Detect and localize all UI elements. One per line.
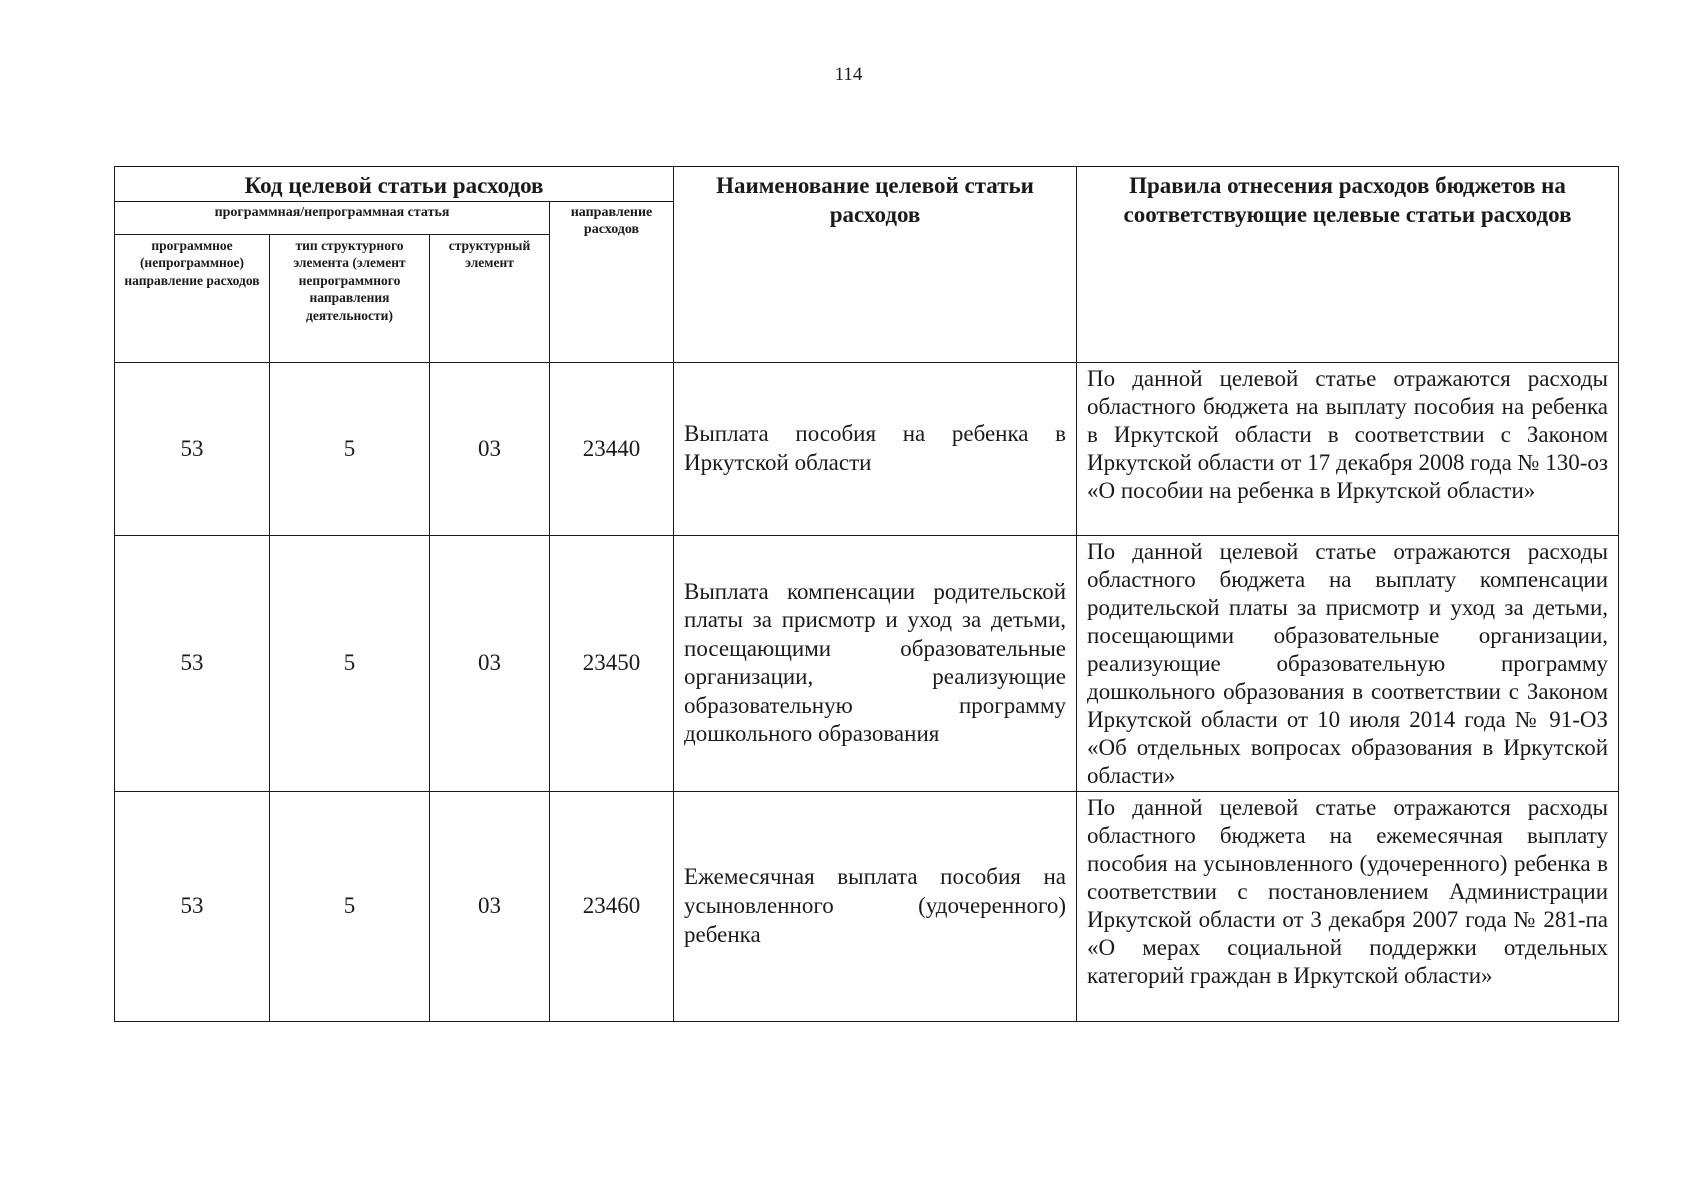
cell-struct: 03	[430, 791, 550, 1021]
cell-program: 53	[115, 362, 270, 535]
table-row	[115, 535, 1619, 791]
cell-type: 5	[270, 362, 430, 535]
header-struct: структурный элемент	[430, 234, 550, 362]
cell-direction: 23450	[550, 535, 674, 791]
page-number: 114	[834, 64, 863, 85]
target-items-table	[114, 166, 1619, 1022]
cell-rule: По данной целевой статье отражаются расходы областного бюджета на ежемесячная выплату пособия на усыновленного (удочеренного) ребенка в соответствии с постановлением Администрации Иркутской области от 3 декабря 2007 года № 281-па «О мерах социальной поддержки отдельных категорий граждан в Иркутской области»	[1077, 791, 1619, 1021]
table-row	[115, 362, 1619, 535]
table-row	[115, 791, 1619, 1021]
header-rules: Правила отнесения расходов бюджетов на соответствующие целевые статьи расходов	[1077, 167, 1619, 363]
header-program: программное (непрограммное) направление расходов	[115, 234, 270, 362]
cell-name: Выплата пособия на ребенка в Иркутской области	[674, 362, 1077, 535]
header-code-group: Код целевой статьи расходов	[115, 167, 674, 202]
header-direction: направление расходов	[550, 201, 674, 362]
header-name: Наименование целевой статьи расходов	[674, 167, 1077, 363]
cell-name: Выплата компенсации родительской платы за присмотр и уход за детьми, посещающими образовательные организации, реализующие образовательную программу дошкольного образования	[674, 535, 1077, 791]
cell-program: 53	[115, 791, 270, 1021]
header-type: тип структурного элемента (элемент непрограммного направления деятельности)	[270, 234, 430, 362]
cell-struct: 03	[430, 535, 550, 791]
header-program-group: программная/непрограммная статья	[115, 201, 550, 234]
cell-program: 53	[115, 535, 270, 791]
cell-direction: 23440	[550, 362, 674, 535]
cell-rule: По данной целевой статье отражаются расходы областного бюджета на выплату компенсации родительской платы за присмотр и уход за детьми, посещающими образовательные организации, реализующие образовательную программу дошкольного образования в соответствии с Законом Иркутской области от 10 июля 2014 года № 91-ОЗ «Об отдельных вопросах образования в Иркутской области»	[1077, 535, 1619, 791]
cell-name: Ежемесячная выплата пособия на усыновленного (удочеренного) ребенка	[674, 791, 1077, 1021]
cell-struct: 03	[430, 362, 550, 535]
cell-type: 5	[270, 791, 430, 1021]
cell-rule: По данной целевой статье отражаются расходы областного бюджета на выплату пособия на ребенка в Иркутской области в соответствии с Законом Иркутской области от 17 декабря 2008 года № 130-оз «О пособии на ребенка в Иркутской области»	[1077, 362, 1619, 535]
cell-direction: 23460	[550, 791, 674, 1021]
header-row-1	[115, 167, 1619, 202]
cell-type: 5	[270, 535, 430, 791]
